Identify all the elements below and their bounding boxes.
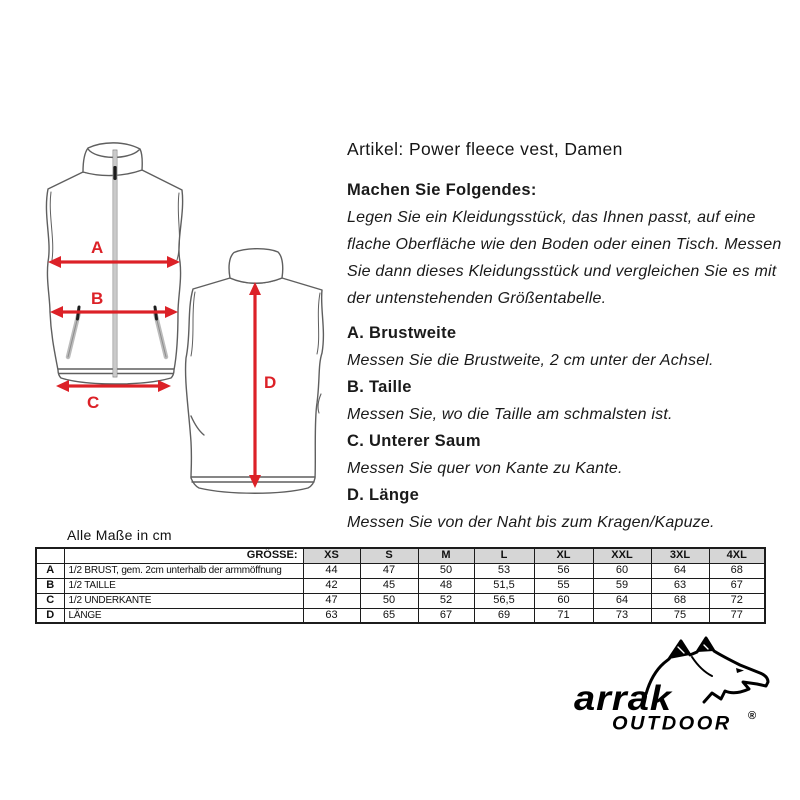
- measure-value-a-m: 50: [418, 563, 474, 578]
- measure-descriptions: [347, 320, 790, 536]
- measure-value-c-3xl: 68: [651, 593, 709, 608]
- measure-value-a-s: 47: [360, 563, 418, 578]
- measure-key: C: [36, 593, 64, 608]
- measure-value-d-4xl: 77: [709, 608, 765, 623]
- measure-value-b-xl: 55: [534, 578, 593, 593]
- measure-a-body: Messen Sie die Brustweite, 2 cm unter der Achsel.: [347, 352, 714, 369]
- measure-value-a-3xl: 64: [651, 563, 709, 578]
- measure-value-b-xxl: 59: [593, 578, 651, 593]
- measure-value-d-xs: 63: [303, 608, 360, 623]
- table-note: Alle Maße in cm: [67, 527, 172, 543]
- size-col-header-s: S: [360, 548, 418, 563]
- measure-value-c-4xl: 72: [709, 593, 765, 608]
- measure-label: 1/2 BRUST, gem. 2cm unterhalb der armmöffnung: [64, 563, 303, 578]
- size-table-body: [36, 563, 765, 623]
- logo-sub-text: OUTDOOR: [612, 713, 732, 735]
- article-title: Artikel: Power fleece vest, Damen: [347, 139, 623, 159]
- measure-row-a: [36, 563, 765, 578]
- measure-value-c-s: 50: [360, 593, 418, 608]
- brand-logo: [568, 634, 796, 744]
- measure-value-c-xl: 60: [534, 593, 593, 608]
- logo-brand-text: arrak: [574, 679, 672, 719]
- measure-value-b-xs: 42: [303, 578, 360, 593]
- product-info: [347, 136, 790, 536]
- size-table-head: [36, 548, 765, 563]
- measure-label-b: B: [91, 289, 104, 308]
- measure-value-a-xs: 44: [303, 563, 360, 578]
- measure-d-heading: D. Länge: [347, 486, 420, 504]
- size-col-header-xs: XS: [303, 548, 360, 563]
- size-col-header-m: M: [418, 548, 474, 563]
- measure-value-d-xl: 71: [534, 608, 593, 623]
- measure-d-body: Messen Sie von der Naht bis zum Kragen/Kapuze.: [347, 514, 715, 531]
- measure-label-a: A: [91, 238, 104, 257]
- measure-value-c-m: 52: [418, 593, 474, 608]
- measure-row-c: [36, 593, 765, 608]
- measure-key: D: [36, 608, 64, 623]
- measure-label: 1/2 UNDERKANTE: [64, 593, 303, 608]
- measure-value-d-m: 67: [418, 608, 474, 623]
- measure-row-b: [36, 578, 765, 593]
- measure-value-b-3xl: 63: [651, 578, 709, 593]
- measure-c-body: Messen Sie quer von Kante zu Kante.: [347, 460, 623, 477]
- instructions-heading: Machen Sie Folgendes:: [347, 181, 537, 199]
- instructions-body: Legen Sie ein Kleidungsstück, das Ihnen passt, auf eine flache Oberfläche wie den Boden oder einen Tisch. Messen Sie dann dieses Kleidungsstück und vergleichen Sie es mit der untenstehenden Größentabelle.: [347, 209, 782, 307]
- measure-value-c-xxl: 64: [593, 593, 651, 608]
- measure-value-d-xxl: 73: [593, 608, 651, 623]
- measure-label-d: D: [264, 373, 277, 392]
- size-col-header-3xl: 3XL: [651, 548, 709, 563]
- measure-value-c-xs: 47: [303, 593, 360, 608]
- measure-value-b-4xl: 67: [709, 578, 765, 593]
- size-col-header-xxl: XXL: [593, 548, 651, 563]
- measure-value-a-4xl: 68: [709, 563, 765, 578]
- measure-value-b-l: 51,5: [474, 578, 534, 593]
- size-col-header-xl: XL: [534, 548, 593, 563]
- measure-value-d-3xl: 75: [651, 608, 709, 623]
- measure-value-c-l: 56,5: [474, 593, 534, 608]
- measure-value-d-l: 69: [474, 608, 534, 623]
- size-header-label: GRÖSSE:: [64, 548, 303, 563]
- registered-mark: ®: [748, 710, 757, 722]
- vest-measurement-diagram: [25, 140, 345, 505]
- measure-label: LÄNGE: [64, 608, 303, 623]
- measure-label: 1/2 TAILLE: [64, 578, 303, 593]
- measure-b-heading: B. Taille: [347, 378, 412, 396]
- measure-key: B: [36, 578, 64, 593]
- measure-key: A: [36, 563, 64, 578]
- size-col-header-4xl: 4XL: [709, 548, 765, 563]
- measure-value-d-s: 65: [360, 608, 418, 623]
- size-table-header-row: [36, 548, 765, 563]
- size-col-header-l: L: [474, 548, 534, 563]
- measure-value-a-l: 53: [474, 563, 534, 578]
- measure-value-b-s: 45: [360, 578, 418, 593]
- measure-b-body: Messen Sie, wo die Taille am schmalsten ist.: [347, 406, 673, 423]
- measure-c-heading: C. Unterer Saum: [347, 432, 481, 450]
- measure-label-c: C: [87, 393, 100, 412]
- measure-value-b-m: 48: [418, 578, 474, 593]
- corner-cell: [36, 548, 64, 563]
- size-table: [35, 547, 766, 624]
- measure-a-heading: A. Brustweite: [347, 324, 457, 342]
- measure-row-d: [36, 608, 765, 623]
- measure-value-a-xxl: 60: [593, 563, 651, 578]
- measure-value-a-xl: 56: [534, 563, 593, 578]
